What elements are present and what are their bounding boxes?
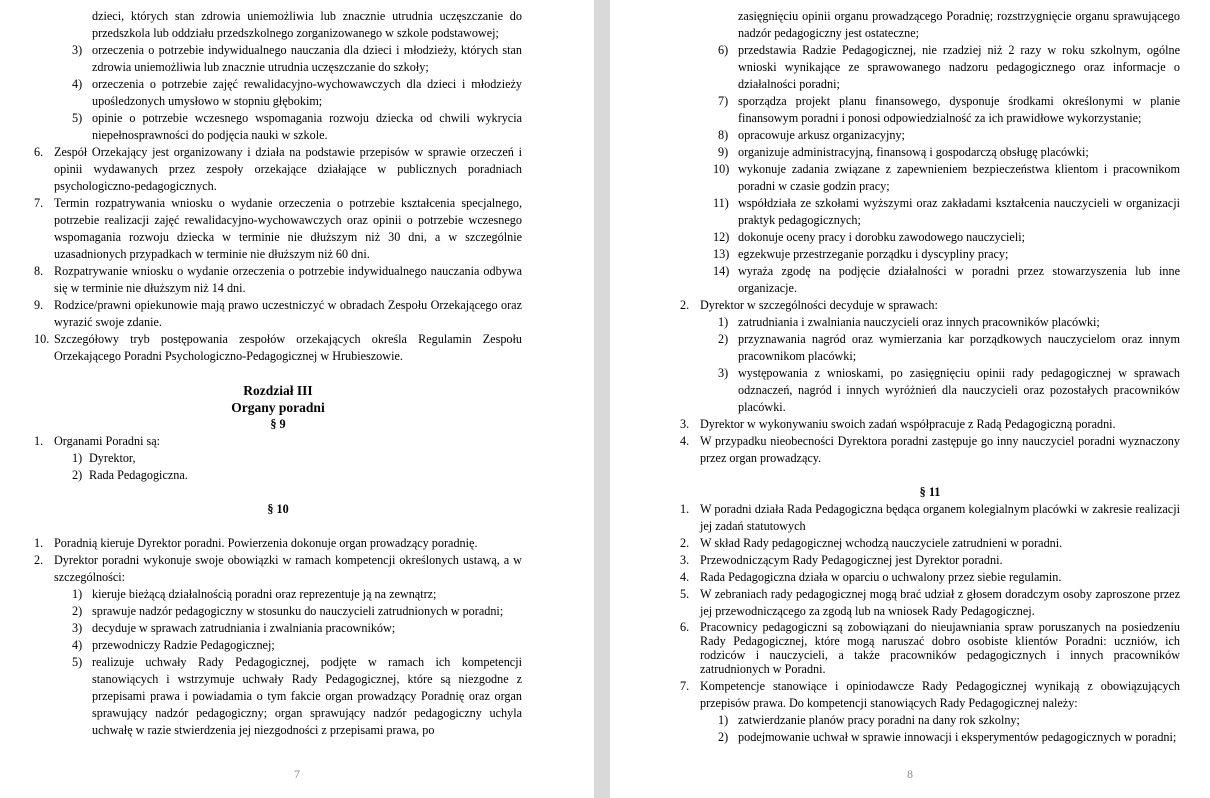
list-item: 4) przewodniczy Radzie Pedagogicznej; [72,638,275,652]
list-item: 12) dokonuje oceny pracy i dorobku zawodowego nauczycieli; [713,230,1025,244]
list-item: 2) sprawuje nadzór pedagogiczny w stosunku do nauczycieli zatrudnionych w poradni; [72,604,504,618]
list-item: 5) realizuje uchwały Rady Pedagogicznej, podjęte w ramach ich kompetencji stanowiących i wstrzymuje uchwały Rady Pedagogicznej, które są niezgodne z przepisami prawa i powiadamia o tym fakcie organ prowadzący Poradnię oraz organ sprawujący nadzór pedagogiczny; organ sprawujący nadzór pedagogiczny uchyla uchwałę w razie stwierdzenia jej niezgodności z przepisami prawa, po [72,655,522,737]
list-item: 1. Organami Poradni są: [34,434,161,448]
list-item: 2) Rada Pedagogiczna. [72,468,188,482]
document-page-8 [610,0,1210,798]
list-item: 2. Dyrektor w szczególności decyduje w sprawach: [680,298,938,312]
list-item: 2) podejmowanie uchwał w sprawie innowacji i eksperymentów pedagogicznych w poradni; [718,730,1177,744]
page-number: 8 [907,767,913,781]
list-item: 7. Termin rozpatrywania wniosku o wydanie orzeczenia o potrzebie kształcenia specjalnego, potrzebie realizacji zajęć rewalidacyjno-wychowawczych oraz opinii o potrzebie wczesnego wspomagania rozwoju dziecka w terminie nie dłuższym niż 30 dni, a w szczególnie uzasadnionych przypadkach w terminie nie dłuższym niż 60 dni. [34,196,522,261]
list-item-continuation: dzieci, których stan zdrowia uniemożliwia lub znacznie utrudnia uczęszczanie do przedszkola lub oddziału przedszkolnego zorganizowanego w szkole podstawowej; [92,9,522,40]
list-item: 9. Rodzice/prawni opiekunowie mają prawo uczestniczyć w obradach Zespołu Orzekającego oraz wyrazić swoje zdanie. [34,298,522,329]
list-item: 11) współdziała ze szkołami wyższymi oraz zakładami kształcenia nauczycieli w organizacji praktyk pedagogicznych; [713,196,1180,227]
list-item: 8) opracowuje arkusz organizacyjny; [718,128,905,142]
list-item: 3. Przewodniczącym Rady Pedagogicznej jest Dyrektor poradni. [680,553,1003,567]
list-item: 1. Poradnią kieruje Dyrektor poradni. Powierzenia dokonuje organ prowadzący poradnię. [34,536,478,550]
list-item: 4) orzeczenia o potrzebie zajęć rewalidacyjno-wychowawczych dla dzieci i młodzieży upośledzonych umysłowo w stopniu głębokim; [72,77,522,108]
list-item: 4. W przypadku nieobecności Dyrektora poradni zastępuje go inny nauczyciel poradni wyznaczony przez organ prowadzący. [680,434,1180,465]
chapter-title: Rozdział III [243,383,313,398]
list-item: 2. Dyrektor poradni wykonuje swoje obowiązki w ramach kompetencji określonych ustawą, a w szczególności: [34,553,522,584]
section-heading: § 9 [270,417,286,431]
list-item: 8. Rozpatrywanie wniosku o wydanie orzeczenia o potrzebie indywidualnego nauczania odbywa się w terminie nie dłuższym niż 14 dni. [34,264,522,295]
list-item: 1) Dyrektor, [72,451,136,465]
list-item: 1) kieruje bieżącą działalnością poradni oraz reprezentuje ją na zewnątrz; [72,587,437,601]
page-8-body [680,8,1180,746]
section-heading: § 11 [919,485,941,499]
list-item: 7. Kompetencje stanowiące i opiniodawcze Rady Pedagogicznej wynikają z obowiązujących przepisów prawa. Do kompetencji stanowiących Rady Pedagogicznej należy: [680,679,1180,710]
list-item: 10. Szczegółowy tryb postępowania zespołów orzekających określa Regulamin Zespołu Orzekającego Poradni Psychologiczno-Pedagogicznej w Hrubieszowie. [34,332,522,363]
page-number: 7 [294,767,300,781]
list-item: 5. W zebraniach rady pedagogicznej mogą brać udział z głosem doradczym osoby zaproszone przez jej przewodniczącego za zgodą lub na wniosek Rady Pedagogicznej. [680,587,1180,618]
list-item: 14) wyraża zgodę na podjęcie działalności w poradni przez stowarzyszenia lub inne organizacje. [713,264,1180,295]
list-item: 2. W skład Rady pedagogicznej wchodzą nauczyciele zatrudnieni w poradni. [680,536,1063,550]
list-item: 6. Zespół Orzekający jest organizowany i działa na podstawie przepisów w sprawie orzeczeń i opinii wydawanych przez zespoły orzekające działające w publicznych poradniach psychologiczno-pedagogicznych. [34,145,522,193]
list-item: 3) decyduje w sprawach zatrudniania i zwalniania pracowników; [72,621,396,635]
chapter-subtitle: Organy poradni [231,400,325,415]
list-item: 2) przyznawania nagród oraz wymierzania kar porządkowych nauczycielom oraz innym pracownikom placówki; [718,332,1180,363]
list-item: 9) organizuje administracyjną, finansową i gospodarczą obsługę placówki; [718,145,1089,159]
list-item: 1. W poradni działa Rada Pedagogiczna będąca organem kolegialnym placówki w zakresie realizacji jej zadań statutowych [680,502,1180,533]
list-item: 3. Dyrektor w wykonywaniu swoich zadań współpracuje z Radą Pedagogiczną poradni. [680,417,1116,431]
list-item: 1) zatrudniania i zwalniania nauczycieli oraz innych pracowników placówki; [718,315,1100,329]
page-7-body [34,8,522,739]
list-item: 10) wykonuje zadania związane z zapewnieniem bezpieczeństwa klientom i pracownikom poradni w czasie godzin pracy; [713,162,1180,193]
list-item-continuation: zasięgnięciu opinii organu prowadzącego Poradnię; rozstrzygnięcie organu sprawującego nadzór pedagogiczny jest ostateczne; [738,9,1180,40]
list-item: 1) zatwierdzanie planów pracy poradni na dany rok szkolny; [718,713,1020,727]
list-item: 13) egzekwuje przestrzeganie porządku i dyscypliny pracy; [713,247,1009,261]
list-item: 7) sporządza projekt planu finansowego, dysponuje środkami określonymi w planie finansowym poradni i ponosi odpowiedzialność za ich prawidłowe wykorzystanie; [718,94,1180,125]
document-page-7 [0,0,594,798]
list-item: 3) orzeczenia o potrzebie indywidualnego nauczania dla dzieci i młodzieży, których stan zdrowia uniemożliwia lub znacznie utrudnia uczęszczanie do szkoły; [72,43,522,74]
section-heading: § 10 [267,502,289,516]
list-item: 5) opinie o potrzebie wczesnego wspomagania rozwoju dziecka od chwili wykrycia niepełnosprawności do podjęcia nauki w szkole. [72,111,522,142]
list-item: 3) występowania z wnioskami, po zasięgnięciu opinii rady pedagogicznej w sprawach odznaczeń, nagród i innych wyróżnień dla nauczycieli oraz pozostałych pracowników placówki. [718,366,1180,414]
list-item: 6. Pracownicy pedagogiczni są zobowiązani do nieujawniania spraw poruszanych na posiedzeniu Rady Pedagogicznej, które mogą naruszać dobro osobiste klientów Poradni: uczniów, ich rodziców i nauczycieli, a także pracowników pedagogicznych i innych pracowników zatrudnionych w Poradni. [680,620,1180,676]
list-item: 6) przedstawia Radzie Pedagogicznej, nie rzadziej niż 2 razy w roku szkolnym, ogólne wnioski wynikające ze sprawowanego nadzoru pedagogicznego oraz informacje o działalności poradni; [718,43,1180,91]
list-item: 4. Rada Pedagogiczna działa w oparciu o uchwalony przez siebie regulamin. [680,570,1062,584]
